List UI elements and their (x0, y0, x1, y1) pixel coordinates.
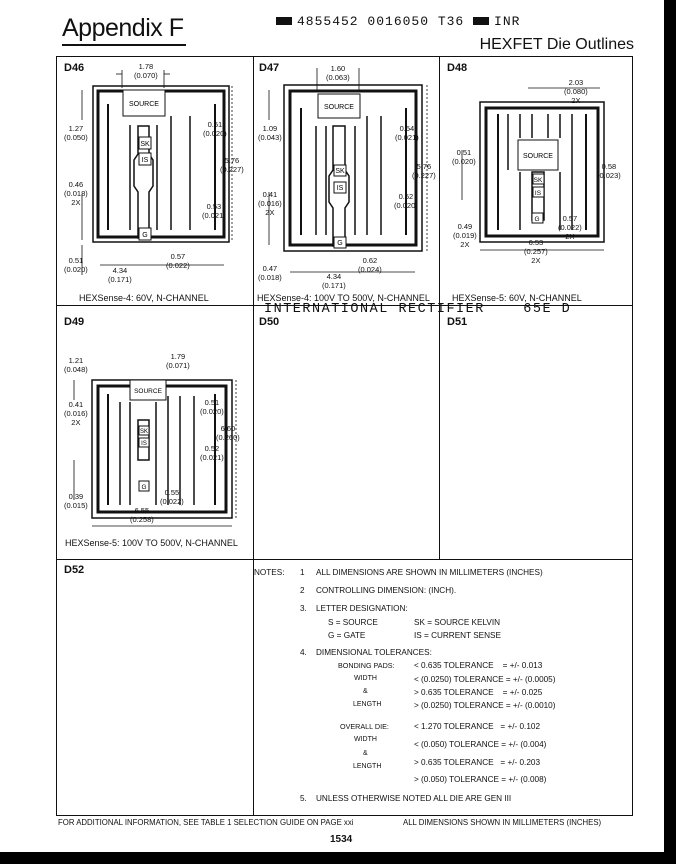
caption-d48: HEXSense-5: 60V, N-CHANNEL (452, 293, 582, 303)
dimension-text: 0.51 (207, 120, 223, 129)
overall-length-label: LENGTH (353, 763, 382, 770)
dimension-text: 6.53 (528, 238, 544, 247)
dimension-text: 0.49 (457, 222, 473, 231)
pad-label-sk: SK (533, 177, 543, 184)
dimension-text: 0.53 (206, 202, 222, 211)
dim-d46-source-offset (64, 124, 88, 142)
dimension-text: (0.071) (166, 361, 190, 370)
note-4-text: DIMENSIONAL TOLERANCES: (316, 648, 432, 657)
bonding-length-label: LENGTH (353, 701, 382, 708)
barcode-block (276, 17, 292, 25)
dim-d46-top-width (134, 62, 158, 80)
dim-d48-is-pad (597, 162, 621, 180)
dimension-text: 2X (531, 256, 541, 265)
notes-block (254, 564, 624, 810)
dimension-text: 0.46 (68, 180, 84, 189)
tol-bonding-1: < 0.635 TOLERANCE = +/- 0.013 (414, 661, 543, 670)
letter-gate: G = GATE (328, 631, 366, 640)
dimension-text: (0.021) (200, 453, 224, 462)
dim-d46-is-pad (202, 202, 226, 220)
page-subtitle: HEXFET Die Outlines (479, 36, 634, 53)
caption-d47: HEXSense-4: 100V TO 500V, N-CHANNEL (257, 293, 430, 303)
dimension-text: (0.016) (258, 199, 282, 208)
pad-label-gate: G (337, 240, 343, 247)
dimension-text: (0.043) (258, 133, 282, 142)
note-5-number: 5. (300, 794, 307, 803)
tol-overall-3: > 0.635 TOLERANCE = +/- 0.203 (414, 758, 540, 767)
footer-units-note: ALL DIMENSIONS SHOWN IN MILLIMETERS (INCHES) (403, 818, 602, 827)
cell-id-d49: D49 (64, 316, 85, 328)
note-3-text: LETTER DESIGNATION: (316, 604, 408, 613)
letter-current-sense: IS = CURRENT SENSE (414, 631, 501, 640)
dimension-text: 4.34 (326, 272, 342, 281)
pad-label-gate: G (142, 232, 148, 239)
dimension-text: 1.09 (262, 124, 278, 133)
dim-d46-bottom-edge (64, 256, 88, 274)
dim-d49-gate-pad (160, 488, 184, 506)
dim-d47-die-height (412, 162, 436, 180)
stamp-code: 65E D (523, 302, 572, 317)
dim-d49-top-width (166, 352, 190, 370)
dimension-text: 0.57 (170, 252, 186, 261)
dimension-text: 1.60 (330, 64, 346, 73)
cell-id-d47: D47 (259, 62, 280, 74)
pad-label-source: SOURCE (523, 153, 553, 160)
overall-amp-label: & (363, 750, 368, 757)
dimension-text: 0.58 (601, 162, 617, 171)
dimension-text: 5.76 (416, 162, 432, 171)
dim-d49-bottom-edge (64, 492, 88, 510)
dimension-text: 2X (265, 208, 275, 217)
dimension-text: (0.020) (203, 129, 227, 138)
pad-label-source: SOURCE (134, 388, 162, 395)
dimension-text: (0.018) (64, 189, 88, 198)
cell-id-d51: D51 (447, 316, 468, 328)
pad-label-source: SOURCE (129, 101, 159, 108)
dimension-text: (0.020) (200, 407, 224, 416)
caption-d46: HEXSense-4: 60V, N-CHANNEL (79, 293, 209, 303)
dimension-text: (0.171) (322, 281, 346, 290)
dim-d47-sk-pad (395, 124, 419, 142)
dimension-text: (0.070) (134, 71, 158, 80)
dimension-text: 1.21 (68, 356, 84, 365)
dimension-text: 0.41 (262, 190, 278, 199)
dimension-text: (0.171) (108, 275, 132, 284)
title-underline (62, 44, 186, 46)
dim-d47-gate-pad (358, 256, 382, 274)
pad-label-gate: G (141, 484, 147, 491)
cell-id-d46: D46 (64, 62, 85, 74)
die-drawing-d46 (60, 60, 250, 292)
cell-id-d50: D50 (259, 316, 280, 328)
dimension-text: (0.260) (216, 433, 240, 442)
pad-label-is: IS (141, 441, 147, 447)
dimension-text: 0.51 (68, 256, 84, 265)
tol-bonding-4: > (0.0250) TOLERANCE = +/- (0.0010) (414, 701, 556, 710)
pad-label-source: SOURCE (324, 104, 354, 111)
overall-width-label: WIDTH (354, 736, 377, 743)
bonding-amp-label: & (363, 688, 368, 695)
pad-label-sk: SK (139, 429, 149, 435)
dim-d48-top-offset (564, 78, 588, 105)
pad-label-is: IS (534, 190, 542, 197)
dimension-text: (0.227) (220, 165, 244, 174)
dim-d46-edge (64, 180, 88, 207)
dimension-text: 0.55 (164, 488, 180, 497)
dimension-text: 4.34 (112, 266, 128, 275)
barcode-line (276, 14, 520, 29)
grid-divider-col1 (253, 57, 254, 559)
dimension-text: (0.080) (564, 87, 588, 96)
dimension-text: (0.022) (160, 497, 184, 506)
dimension-text: (0.020) (394, 201, 418, 210)
dim-d46-sk-pad (203, 120, 227, 138)
note-1-number: 1 (300, 568, 305, 577)
footer-additional-info: FOR ADDITIONAL INFORMATION, SEE TABLE 1 SELECTION GUIDE ON PAGE xxi (58, 818, 354, 827)
dimension-text: 1.78 (138, 62, 154, 71)
pad-label-sk: SK (140, 141, 150, 148)
caption-d49: HEXSense-5: 100V TO 500V, N-CHANNEL (65, 538, 238, 548)
stamp-right: RECTIFIER (398, 302, 485, 317)
stamp-left: INTERNATIONAL (264, 302, 389, 317)
dim-d49-source-offset (64, 356, 88, 374)
dimension-text: 0.51 (456, 148, 472, 157)
pad-label-is: IS (141, 157, 149, 164)
manufacturer-stamp (264, 302, 571, 317)
dim-d49-die-height (216, 424, 240, 442)
grid-divider-row2 (57, 559, 632, 560)
pad-label-is: IS (336, 185, 344, 192)
dim-d49-sk-pad (200, 398, 224, 416)
dim-d47-top-width (326, 64, 350, 82)
dimension-text: 0.54 (399, 124, 415, 133)
dimension-text: (0.019) (453, 231, 477, 240)
dimension-text: (0.018) (258, 273, 282, 282)
tol-overall-4: > (0.050) TOLERANCE = +/- (0.008) (414, 775, 547, 784)
scan-edge-bottom (0, 852, 676, 864)
dimension-text: 0.57 (562, 214, 578, 223)
dimension-text: (0.020) (64, 265, 88, 274)
dimension-text: (0.015) (64, 501, 88, 510)
dim-d49-die-width (130, 506, 154, 524)
dimension-text: (0.258) (130, 515, 154, 524)
dim-d49-is-pad (200, 444, 224, 462)
dimension-text: (0.023) (597, 171, 621, 180)
cell-id-d48: D48 (447, 62, 468, 74)
cell-id-d52: D52 (64, 564, 85, 576)
dimension-text: 0.52 (398, 192, 414, 201)
dimension-text: (0.024) (358, 265, 382, 274)
note-1-text: ALL DIMENSIONS ARE SHOWN IN MILLIMETERS (INCHES) (316, 568, 543, 577)
dimension-text: 0.47 (262, 264, 278, 273)
bonding-width-label: WIDTH (354, 675, 377, 682)
dim-d47-die-width (322, 272, 346, 290)
dimension-text: 0.41 (68, 400, 84, 409)
overall-die-label: OVERALL DIE: (340, 722, 389, 731)
dimension-text: (0.063) (326, 73, 350, 82)
dim-d48-edge (453, 222, 477, 249)
dimension-text: (0.257) (524, 247, 548, 256)
dimension-text: 2X (71, 198, 81, 207)
dimension-text: 2X (565, 232, 575, 241)
note-2-number: 2 (300, 586, 305, 595)
note-4-number: 4. (300, 648, 307, 657)
note-3-number: 3. (300, 604, 307, 613)
dim-d47-edge (258, 190, 282, 217)
dimension-text: 1.79 (170, 352, 186, 361)
note-5-text: UNLESS OTHERWISE NOTED ALL DIE ARE GEN III (316, 794, 512, 803)
note-2-text: CONTROLLING DIMENSION: (INCH). (316, 586, 457, 595)
dimension-text: 2.03 (568, 78, 584, 87)
dimension-text: 0.39 (68, 492, 84, 501)
dim-d46-die-width (108, 266, 132, 284)
barcode-suffix: INR (494, 14, 521, 29)
dimension-text: 2X (71, 418, 81, 427)
page-number: 1534 (330, 834, 353, 845)
dimension-text: 0.52 (204, 444, 220, 453)
tol-bonding-3: > 0.635 TOLERANCE = +/- 0.025 (414, 688, 543, 697)
dim-d48-sk-pad (452, 148, 476, 166)
letter-source-kelvin: SK = SOURCE KELVIN (414, 618, 501, 627)
dim-d47-bottom-edge (258, 264, 282, 282)
dimension-text: (0.022) (166, 261, 190, 270)
dimension-text: 5.76 (224, 156, 240, 165)
page-title: Appendix F (62, 14, 184, 42)
bonding-pads-label: BONDING PADS: (338, 661, 395, 670)
dimension-text: (0.021) (395, 133, 419, 142)
dimension-text: (0.022) (558, 223, 582, 232)
dimension-text: 6.60 (220, 424, 236, 433)
barcode-block (473, 17, 489, 25)
dimension-text: 0.51 (204, 398, 220, 407)
letter-source: S = SOURCE (328, 618, 378, 627)
dim-d47-source-offset (258, 124, 282, 142)
dim-d47-is-pad (394, 192, 418, 210)
dim-d46-die-height (220, 156, 244, 174)
pad-label-sk: SK (335, 168, 345, 175)
dim-d49-edge (64, 400, 88, 427)
dimension-text: 2X (460, 240, 470, 249)
dimension-text: (0.048) (64, 365, 88, 374)
barcode-text: 4855452 0016050 T36 (297, 14, 465, 29)
dim-d46-gate-pad (166, 252, 190, 270)
dimension-text: 2X (571, 96, 581, 105)
dim-d48-gate-pad (558, 214, 582, 241)
dimension-text: (0.050) (64, 133, 88, 142)
dimension-text: (0.020) (452, 157, 476, 166)
tol-bonding-2: < (0.0250) TOLERANCE = +/- (0.0005) (414, 675, 556, 684)
dim-d48-die-width (524, 238, 548, 265)
scan-edge-right (664, 0, 676, 864)
dimension-text: (0.016) (64, 409, 88, 418)
tol-overall-1: < 1.270 TOLERANCE = +/- 0.102 (414, 722, 540, 731)
dimension-text: 0.62 (362, 256, 378, 265)
dimension-text: (0.227) (412, 171, 436, 180)
pad-label-gate: G (534, 216, 540, 223)
tol-overall-2: < (0.050) TOLERANCE = +/- (0.004) (414, 740, 547, 749)
dimension-text: (0.021) (202, 211, 226, 220)
notes-header: NOTES: (254, 568, 285, 577)
dimension-text: 1.27 (68, 124, 84, 133)
dimension-text: 6.55 (134, 506, 150, 515)
